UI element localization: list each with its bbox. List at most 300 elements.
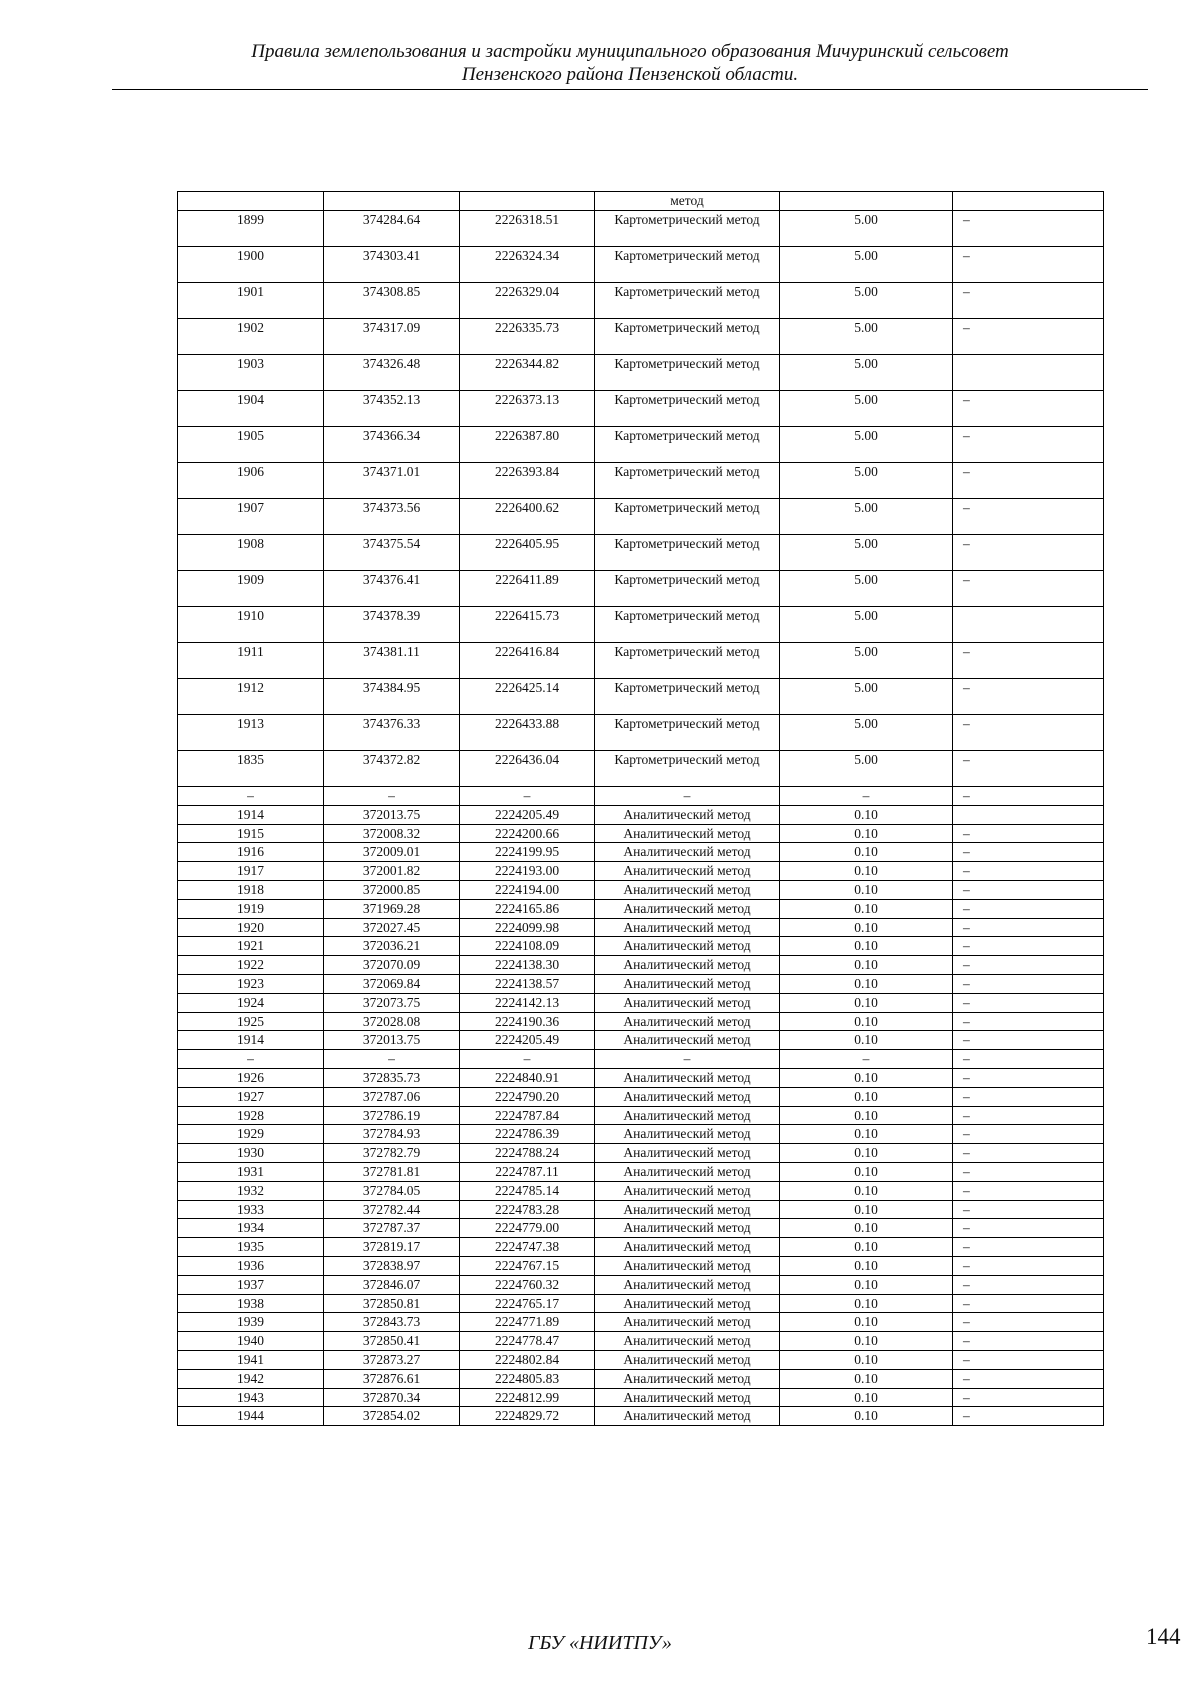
table-row (178, 391, 1104, 427)
cell-y: 2224760.32 (460, 1275, 595, 1294)
cell-method: Аналитический метод (595, 1294, 780, 1313)
cell-method: Аналитический метод (595, 899, 780, 918)
cell-note: – (953, 751, 1104, 787)
cell-point: 1932 (178, 1181, 324, 1200)
cell-note: – (953, 1294, 1104, 1313)
cell-y: 2224829.72 (460, 1407, 595, 1426)
table-row (178, 805, 1104, 824)
cell-x: 372036.21 (324, 937, 460, 956)
cell-method: Картометрический метод (595, 679, 780, 715)
coordinates-table-body (178, 192, 1104, 1426)
header-line-1: Правила землепользования и застройки муниципального образования Мичуринский сельсовет (251, 41, 1009, 62)
cell-x: 372787.37 (324, 1219, 460, 1238)
cell-y: 2226411.89 (460, 571, 595, 607)
cell-point: 1929 (178, 1125, 324, 1144)
cell-note: – (953, 1275, 1104, 1294)
cell-note: – (953, 880, 1104, 899)
cell-y: 2224165.86 (460, 899, 595, 918)
cell-note: – (953, 211, 1104, 247)
cell-y: 2224205.49 (460, 1031, 595, 1050)
cell-note: – (953, 824, 1104, 843)
table-row (178, 1313, 1104, 1332)
cell-point: 1927 (178, 1087, 324, 1106)
table-row (178, 880, 1104, 899)
cell-y: 2224193.00 (460, 862, 595, 881)
cell-x: 372838.97 (324, 1256, 460, 1275)
table-row (178, 1350, 1104, 1369)
cell-y: 2224790.20 (460, 1087, 595, 1106)
cell-accuracy: 5.00 (780, 427, 953, 463)
cell-note: – (953, 1369, 1104, 1388)
cell-accuracy: 0.10 (780, 1407, 953, 1426)
cell-method: Аналитический метод (595, 956, 780, 975)
table-row (178, 1050, 1104, 1069)
cell-y: 2224788.24 (460, 1144, 595, 1163)
table-row (178, 956, 1104, 975)
cell-point: 1900 (178, 247, 324, 283)
cell-point: 1942 (178, 1369, 324, 1388)
cell-point: 1936 (178, 1256, 324, 1275)
cell-accuracy: 0.10 (780, 1350, 953, 1369)
cell-point: 1940 (178, 1332, 324, 1351)
cell-method: метод (595, 192, 780, 211)
cell-note (953, 355, 1104, 391)
cell-method: Аналитический метод (595, 1200, 780, 1219)
cell-x: 372850.41 (324, 1332, 460, 1351)
cell-method: Картометрический метод (595, 571, 780, 607)
cell-accuracy (780, 192, 953, 211)
cell-accuracy: 5.00 (780, 391, 953, 427)
cell-accuracy: 0.10 (780, 1332, 953, 1351)
cell-method: Аналитический метод (595, 1350, 780, 1369)
table-row (178, 355, 1104, 391)
table-row (178, 499, 1104, 535)
cell-accuracy: 5.00 (780, 643, 953, 679)
table-row (178, 1200, 1104, 1219)
cell-method: Аналитический метод (595, 1407, 780, 1426)
cell-x: 372786.19 (324, 1106, 460, 1125)
cell-accuracy: 5.00 (780, 571, 953, 607)
cell-point: 1916 (178, 843, 324, 862)
cell-y: 2226335.73 (460, 319, 595, 355)
cell-x: 372070.09 (324, 956, 460, 975)
cell-y: 2224142.13 (460, 993, 595, 1012)
cell-point: 1910 (178, 607, 324, 643)
cell-y: 2226373.13 (460, 391, 595, 427)
cell-accuracy: 5.00 (780, 283, 953, 319)
cell-accuracy: 5.00 (780, 211, 953, 247)
cell-x: 372073.75 (324, 993, 460, 1012)
cell-note: – (953, 499, 1104, 535)
cell-note: – (953, 918, 1104, 937)
cell-accuracy: 0.10 (780, 1219, 953, 1238)
table-row (178, 1275, 1104, 1294)
cell-method: Аналитический метод (595, 1313, 780, 1332)
cell-point: 1909 (178, 571, 324, 607)
cell-method: Картометрический метод (595, 715, 780, 751)
cell-x: 372843.73 (324, 1313, 460, 1332)
cell-accuracy: 5.00 (780, 463, 953, 499)
cell-x: 372013.75 (324, 1031, 460, 1050)
cell-y: 2224778.47 (460, 1332, 595, 1351)
cell-note: – (953, 1332, 1104, 1351)
cell-method: Картометрический метод (595, 391, 780, 427)
cell-y: 2224805.83 (460, 1369, 595, 1388)
cell-x: 372850.81 (324, 1294, 460, 1313)
cell-note (953, 805, 1104, 824)
cell-accuracy: 0.10 (780, 1369, 953, 1388)
cell-point: 1921 (178, 937, 324, 956)
cell-x: 374375.54 (324, 535, 460, 571)
table-row (178, 1125, 1104, 1144)
cell-point: 1903 (178, 355, 324, 391)
cell-accuracy: 0.10 (780, 974, 953, 993)
cell-x: 374326.48 (324, 355, 460, 391)
cell-x: 372782.79 (324, 1144, 460, 1163)
cell-y: 2224747.38 (460, 1238, 595, 1257)
cell-note: – (953, 1068, 1104, 1087)
cell-method: Картометрический метод (595, 535, 780, 571)
cell-note: – (953, 1350, 1104, 1369)
table-row (178, 1219, 1104, 1238)
cell-method: Аналитический метод (595, 1031, 780, 1050)
cell-point: 1915 (178, 824, 324, 843)
table-row (178, 319, 1104, 355)
cell-method: Аналитический метод (595, 974, 780, 993)
cell-accuracy: – (780, 1050, 953, 1069)
cell-accuracy: 0.10 (780, 1012, 953, 1031)
cell-point: 1939 (178, 1313, 324, 1332)
cell-accuracy: 5.00 (780, 247, 953, 283)
cell-point: 1943 (178, 1388, 324, 1407)
cell-point: 1912 (178, 679, 324, 715)
cell-method: Картометрический метод (595, 211, 780, 247)
cell-y: 2224099.98 (460, 918, 595, 937)
table-row (178, 824, 1104, 843)
cell-x: 372787.06 (324, 1087, 460, 1106)
table-row (178, 247, 1104, 283)
cell-point: 1911 (178, 643, 324, 679)
cell-accuracy: 0.10 (780, 1313, 953, 1332)
cell-point: 1914 (178, 805, 324, 824)
cell-accuracy: 5.00 (780, 751, 953, 787)
cell-x: 372784.93 (324, 1125, 460, 1144)
cell-method: Аналитический метод (595, 862, 780, 881)
cell-y: 2224787.11 (460, 1162, 595, 1181)
cell-x: 372784.05 (324, 1181, 460, 1200)
cell-x (324, 192, 460, 211)
cell-method: Аналитический метод (595, 1181, 780, 1200)
cell-accuracy: 0.10 (780, 843, 953, 862)
table-row (178, 1068, 1104, 1087)
cell-accuracy: 0.10 (780, 1087, 953, 1106)
cell-note: – (953, 974, 1104, 993)
cell-x: 372782.44 (324, 1200, 460, 1219)
cell-x: 374303.41 (324, 247, 460, 283)
cell-y: 2224138.57 (460, 974, 595, 993)
table-row (178, 1012, 1104, 1031)
cell-accuracy: 0.10 (780, 899, 953, 918)
table-row (178, 1144, 1104, 1163)
cell-method: Картометрический метод (595, 607, 780, 643)
cell-method: Картометрический метод (595, 751, 780, 787)
cell-y: 2224787.84 (460, 1106, 595, 1125)
cell-x: – (324, 1050, 460, 1069)
cell-point: 1926 (178, 1068, 324, 1087)
cell-method: Аналитический метод (595, 1388, 780, 1407)
table-row (178, 787, 1104, 806)
cell-method: Аналитический метод (595, 1162, 780, 1181)
table-row (178, 211, 1104, 247)
cell-note: – (953, 956, 1104, 975)
page-header (112, 40, 1148, 86)
cell-point: 1835 (178, 751, 324, 787)
cell-x: 374317.09 (324, 319, 460, 355)
cell-y: 2226324.34 (460, 247, 595, 283)
cell-method: Картометрический метод (595, 463, 780, 499)
cell-x: 372870.34 (324, 1388, 460, 1407)
cell-y: 2224108.09 (460, 937, 595, 956)
cell-method: Аналитический метод (595, 1125, 780, 1144)
cell-note: – (953, 1162, 1104, 1181)
cell-note: – (953, 1031, 1104, 1050)
cell-y: 2226405.95 (460, 535, 595, 571)
cell-accuracy: 5.00 (780, 535, 953, 571)
cell-point: 1904 (178, 391, 324, 427)
cell-x: 372008.32 (324, 824, 460, 843)
cell-note: – (953, 463, 1104, 499)
cell-point: 1931 (178, 1162, 324, 1181)
cell-method: Аналитический метод (595, 880, 780, 899)
cell-method: Картометрический метод (595, 283, 780, 319)
cell-method: Картометрический метод (595, 643, 780, 679)
cell-method: Аналитический метод (595, 1275, 780, 1294)
cell-x: 372854.02 (324, 1407, 460, 1426)
cell-point: 1907 (178, 499, 324, 535)
cell-y: 2226415.73 (460, 607, 595, 643)
cell-method: Аналитический метод (595, 993, 780, 1012)
cell-accuracy: 0.10 (780, 1388, 953, 1407)
cell-x: 372846.07 (324, 1275, 460, 1294)
cell-note: – (953, 715, 1104, 751)
table-row (178, 535, 1104, 571)
cell-y: 2226387.80 (460, 427, 595, 463)
table-row (178, 1388, 1104, 1407)
cell-x: 372069.84 (324, 974, 460, 993)
table-row (178, 1369, 1104, 1388)
cell-x: 372835.73 (324, 1068, 460, 1087)
cell-y: 2224802.84 (460, 1350, 595, 1369)
cell-x: 374384.95 (324, 679, 460, 715)
cell-note: – (953, 571, 1104, 607)
cell-accuracy: 0.10 (780, 1275, 953, 1294)
table-row (178, 607, 1104, 643)
cell-point: 1944 (178, 1407, 324, 1426)
cell-note: – (953, 283, 1104, 319)
cell-method: Аналитический метод (595, 1332, 780, 1351)
cell-y: 2224200.66 (460, 824, 595, 843)
table-row (178, 1162, 1104, 1181)
cell-x: – (324, 787, 460, 806)
cell-accuracy: 5.00 (780, 499, 953, 535)
table-row (178, 843, 1104, 862)
cell-point: 1908 (178, 535, 324, 571)
table-row (178, 192, 1104, 211)
cell-method: Аналитический метод (595, 1087, 780, 1106)
cell-accuracy: 0.10 (780, 993, 953, 1012)
header-divider (112, 89, 1148, 90)
cell-note: – (953, 1388, 1104, 1407)
cell-x: 372819.17 (324, 1238, 460, 1257)
cell-accuracy: 0.10 (780, 1144, 953, 1163)
table-row (178, 1407, 1104, 1426)
cell-note: – (953, 391, 1104, 427)
cell-x: 372009.01 (324, 843, 460, 862)
cell-note: – (953, 937, 1104, 956)
cell-y: 2226344.82 (460, 355, 595, 391)
cell-y: 2224812.99 (460, 1388, 595, 1407)
cell-note (953, 192, 1104, 211)
cell-point: 1923 (178, 974, 324, 993)
cell-point (178, 192, 324, 211)
table-row (178, 937, 1104, 956)
cell-note: – (953, 679, 1104, 715)
cell-accuracy: 0.10 (780, 880, 953, 899)
cell-method: Аналитический метод (595, 1068, 780, 1087)
cell-accuracy: 0.10 (780, 1238, 953, 1257)
cell-method: Аналитический метод (595, 918, 780, 937)
cell-y: 2226425.14 (460, 679, 595, 715)
cell-note: – (953, 247, 1104, 283)
table-row (178, 715, 1104, 751)
table-row (178, 463, 1104, 499)
cell-accuracy: 0.10 (780, 956, 953, 975)
cell-point: 1914 (178, 1031, 324, 1050)
cell-accuracy: 0.10 (780, 1125, 953, 1144)
cell-accuracy: 5.00 (780, 355, 953, 391)
cell-x: 374308.85 (324, 283, 460, 319)
cell-y: 2226433.88 (460, 715, 595, 751)
cell-point: 1899 (178, 211, 324, 247)
cell-y: 2224785.14 (460, 1181, 595, 1200)
cell-point: 1933 (178, 1200, 324, 1219)
cell-point: 1941 (178, 1350, 324, 1369)
table-row (178, 1294, 1104, 1313)
cell-y: 2224771.89 (460, 1313, 595, 1332)
cell-y: 2226393.84 (460, 463, 595, 499)
cell-accuracy: 5.00 (780, 319, 953, 355)
cell-y: 2224205.49 (460, 805, 595, 824)
table-row (178, 1332, 1104, 1351)
table-row (178, 1031, 1104, 1050)
cell-note: – (953, 1012, 1104, 1031)
table-row (178, 1087, 1104, 1106)
page-number: 144 (1146, 1624, 1181, 1649)
cell-point: 1935 (178, 1238, 324, 1257)
cell-note: – (953, 319, 1104, 355)
cell-note: – (953, 1087, 1104, 1106)
cell-note: – (953, 1219, 1104, 1238)
cell-accuracy: 0.10 (780, 1181, 953, 1200)
cell-note: – (953, 1313, 1104, 1332)
cell-y: 2224840.91 (460, 1068, 595, 1087)
cell-x: 372027.45 (324, 918, 460, 937)
table-row (178, 1181, 1104, 1200)
cell-method: Аналитический метод (595, 1106, 780, 1125)
cell-point: 1905 (178, 427, 324, 463)
cell-method: Аналитический метод (595, 937, 780, 956)
cell-accuracy: 5.00 (780, 679, 953, 715)
cell-point: 1937 (178, 1275, 324, 1294)
cell-accuracy: 5.00 (780, 715, 953, 751)
cell-note: – (953, 862, 1104, 881)
cell-note: – (953, 643, 1104, 679)
cell-point: 1913 (178, 715, 324, 751)
table-row (178, 1106, 1104, 1125)
cell-accuracy: 0.10 (780, 937, 953, 956)
cell-method: Картометрический метод (595, 427, 780, 463)
cell-point: 1919 (178, 899, 324, 918)
cell-accuracy: 5.00 (780, 607, 953, 643)
table-row (178, 993, 1104, 1012)
table-row (178, 571, 1104, 607)
table-row (178, 899, 1104, 918)
header-line-2: Пензенского района Пензенской области. (461, 64, 799, 85)
cell-accuracy: 0.10 (780, 1068, 953, 1087)
table-row (178, 751, 1104, 787)
cell-x: 374371.01 (324, 463, 460, 499)
cell-accuracy: 0.10 (780, 862, 953, 881)
cell-x: 372876.61 (324, 1369, 460, 1388)
cell-accuracy: 0.10 (780, 824, 953, 843)
cell-y: 2224767.15 (460, 1256, 595, 1275)
cell-y: 2224138.30 (460, 956, 595, 975)
cell-note: – (953, 1181, 1104, 1200)
cell-note: – (953, 787, 1104, 806)
cell-y: 2226329.04 (460, 283, 595, 319)
cell-note: – (953, 1050, 1104, 1069)
cell-note: – (953, 899, 1104, 918)
cell-x: 374376.41 (324, 571, 460, 607)
cell-x: 374284.64 (324, 211, 460, 247)
cell-accuracy: 0.10 (780, 1294, 953, 1313)
cell-note: – (953, 1144, 1104, 1163)
table-row (178, 918, 1104, 937)
cell-y: 2224765.17 (460, 1294, 595, 1313)
cell-note: – (953, 1125, 1104, 1144)
cell-y: 2224194.00 (460, 880, 595, 899)
table-row (178, 283, 1104, 319)
cell-point: 1930 (178, 1144, 324, 1163)
cell-y: 2224190.36 (460, 1012, 595, 1031)
cell-point: – (178, 1050, 324, 1069)
cell-x: 374352.13 (324, 391, 460, 427)
cell-y: 2224199.95 (460, 843, 595, 862)
cell-x: 372013.75 (324, 805, 460, 824)
cell-accuracy: – (780, 787, 953, 806)
cell-method: Картометрический метод (595, 355, 780, 391)
cell-x: 372001.82 (324, 862, 460, 881)
cell-x: 374366.34 (324, 427, 460, 463)
cell-note: – (953, 1256, 1104, 1275)
cell-point: 1920 (178, 918, 324, 937)
cell-x: 371969.28 (324, 899, 460, 918)
cell-method: Аналитический метод (595, 1256, 780, 1275)
table-row (178, 427, 1104, 463)
cell-note: – (953, 1106, 1104, 1125)
cell-x: 374373.56 (324, 499, 460, 535)
cell-point: 1906 (178, 463, 324, 499)
